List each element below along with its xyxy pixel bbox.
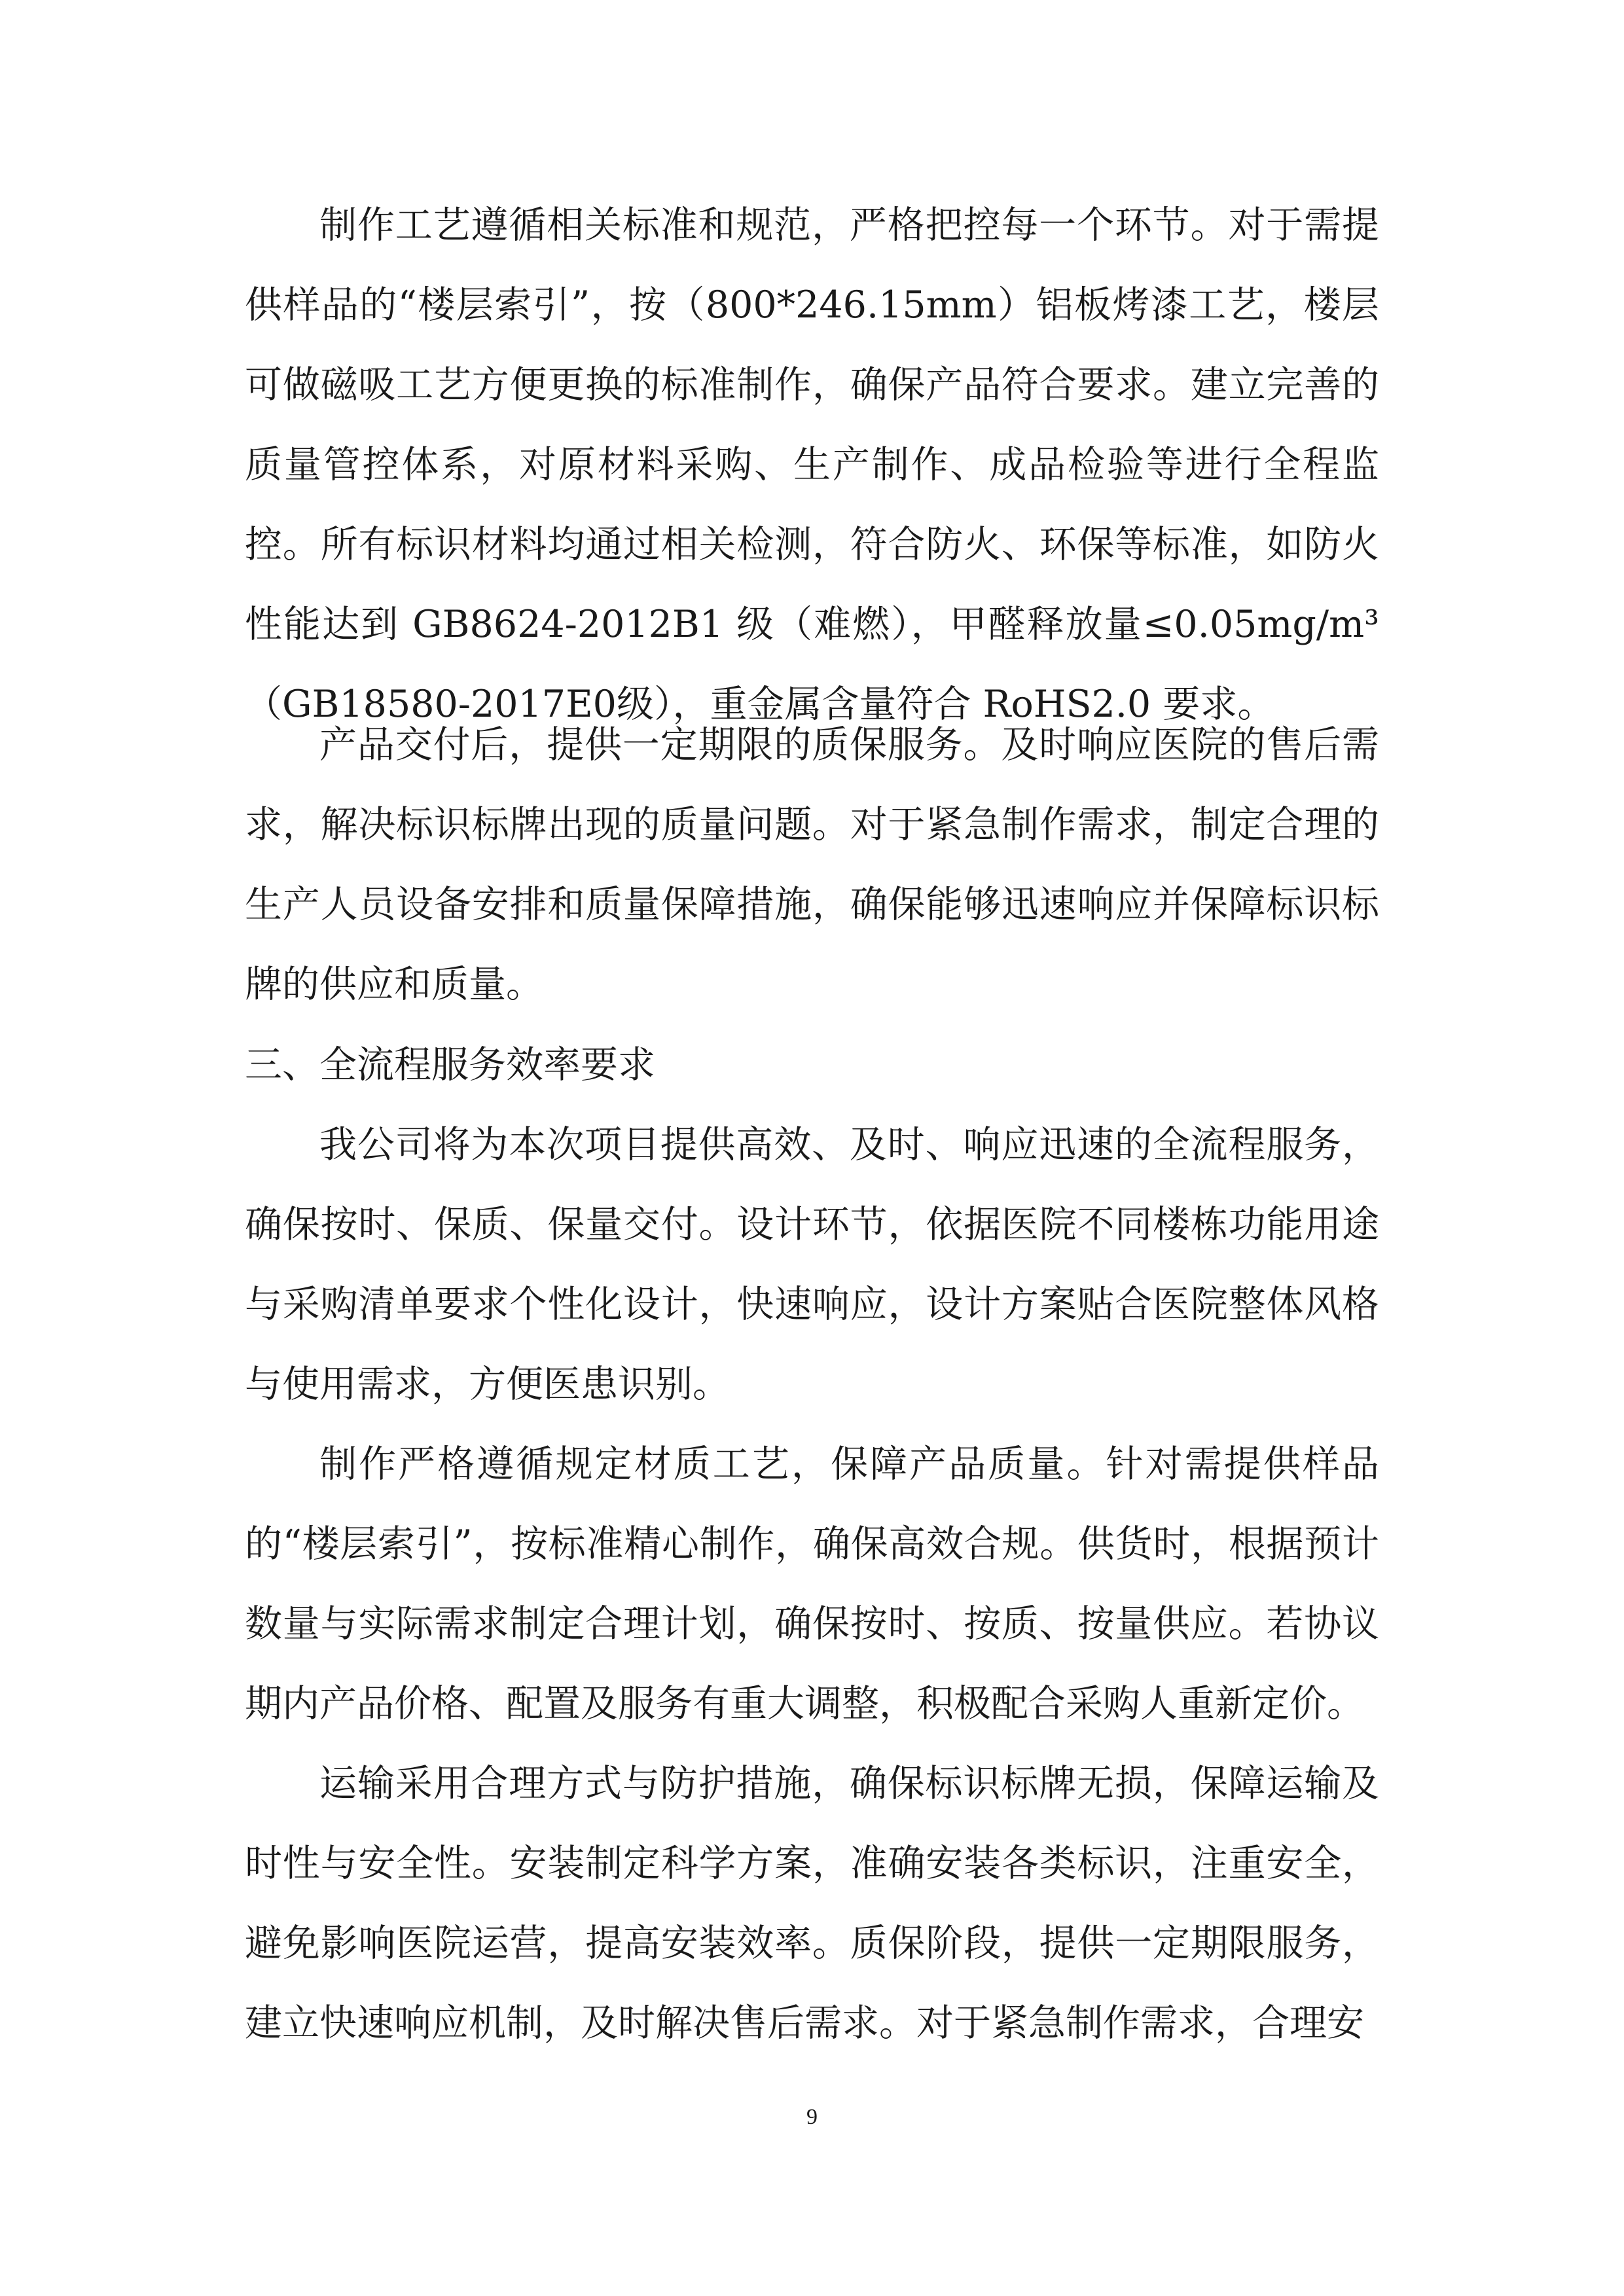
paragraph-transport-install: 运输采用合理方式与防护措施，确保标识标牌无损，保障运输及时性与安全性。安装制定科学方案，准确安装各类标识，注重安全，避免影响医院运营，提高安装效率。质保阶段，提供一定期限服务，建立快速响应机制，及时解决售后需求。对于紧急制作需求，合理安: [245, 1762, 1379, 2045]
paragraph-production-supply: 制作严格遵循规定材质工艺，保障产品质量。针对需提供样品的“楼层索引”，按标准精心制作，确保高效合规。供货时，根据预计数量与实际需求制定合理计划，确保按时、按质、按量供应。若协议期内产品价格、配置及服务有重大调整，积极配合采购人重新定价。: [245, 1443, 1379, 1725]
paragraph-service-overview: 我公司将为本次项目提供高效、及时、响应迅速的全流程服务，确保按时、保质、保量交付。设计环节，依据医院不同楼栋功能用途与采购清单要求个性化设计，快速响应，设计方案贴合医院整体风格与使用需求，方便医患识别。: [245, 1123, 1379, 1406]
paragraph-quality-control: 制作工艺遵循相关标准和规范，严格把控每一个环节。对于需提供样品的“楼层索引”，按（800*246.15mm）铝板烤漆工艺，楼层可做磁吸工艺方便更换的标准制作，确保产品符合要求。建立完善的质量管控体系，对原材料采购、生产制作、成品检验等进行全程监控。所有标识材料均通过相关检测，符合防火、环保等标准，如防火性能达到 GB8624-2012B1 级（难燃），甲醛释放量≤0.05mg/m³（GB18580-2017E0级），重金属含量符合 RoHS2.0 要求。: [245, 204, 1379, 726]
page-number: 9: [806, 2105, 818, 2129]
section-heading: 三、全流程服务效率要求: [245, 1043, 655, 1086]
paragraph-after-sales: 产品交付后，提供一定期限的质保服务。及时响应医院的售后需求，解决标识标牌出现的质量问题。对于紧急制作需求，制定合理的生产人员设备安排和质量保障措施，确保能够迅速响应并保障标识标牌的供应和质量。: [245, 723, 1379, 1006]
